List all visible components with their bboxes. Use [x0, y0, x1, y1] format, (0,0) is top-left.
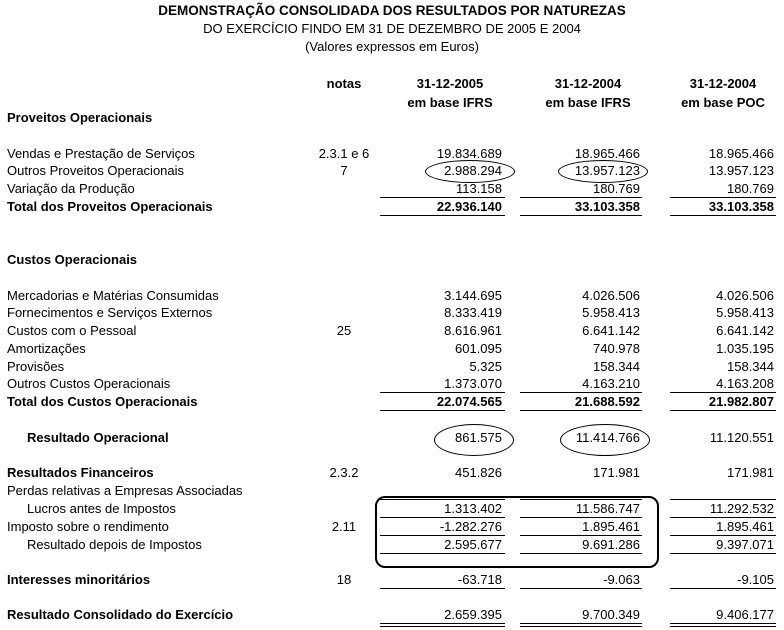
row-label: Custos Operacionais [7, 252, 138, 267]
col-header-basis: em base IFRS [545, 95, 631, 110]
cell-2005-ifrs: -1.282.276 [439, 519, 502, 534]
section-header-custos [0, 251, 784, 268]
cell-2005-ifrs: 5.325 [469, 359, 502, 374]
table-row [0, 180, 784, 197]
subtotal-rule [380, 197, 505, 198]
annotation-oval [558, 160, 648, 183]
row-label: Resultado Operacional [27, 430, 169, 445]
cell-2004-poc: 21.982.807 [708, 394, 774, 409]
row-label: Interesses minoritários [7, 572, 151, 587]
table-row [0, 571, 784, 588]
cell-2005-ifrs: 19.834.689 [436, 146, 502, 161]
total-rule [380, 215, 505, 216]
cell-2004-poc: 1.035.195 [716, 341, 774, 356]
cell-2004-poc: 18.965.466 [708, 146, 774, 161]
subtotal-rule [670, 517, 776, 518]
cell-2004-ifrs: 13.957.123 [574, 163, 640, 178]
subtotal-rule [380, 392, 505, 393]
grand-total-row [0, 606, 784, 623]
subtotal-rule [520, 588, 642, 589]
row-label: Resultados Financeiros [7, 465, 154, 480]
double-rule [380, 626, 505, 627]
cell-2004-ifrs: 6.641.142 [582, 323, 640, 338]
cell-2004-ifrs: 740.978 [593, 341, 640, 356]
cell-2004-ifrs: 4.163.210 [582, 376, 640, 391]
cell-2005-ifrs: 8.333.419 [444, 305, 502, 320]
cell-2005-ifrs: 2.659.395 [444, 607, 502, 622]
row-label: Imposto sobre o rendimento [7, 519, 169, 534]
cell-2005-ifrs: 113.158 [455, 181, 502, 196]
report-subtitle: DO EXERCÍCIO FINDO EM 31 DE DEZEMBRO DE 2005 E 2004 [203, 21, 581, 36]
total-rule [670, 215, 776, 216]
cell-2004-poc: 4.163.208 [716, 376, 774, 391]
total-rule [670, 410, 776, 411]
subtotal-rule [670, 535, 776, 536]
cell-2005-ifrs: 861.575 [455, 430, 502, 445]
cell-2004-poc: -9.105 [737, 572, 774, 587]
cell-2005-ifrs: 1.373.070 [444, 376, 502, 391]
cell-2004-poc: 33.103.358 [708, 199, 774, 214]
annotation-oval [434, 424, 514, 456]
row-label: Outros Proveitos Operacionais [7, 163, 185, 178]
row-notas: 2.11 [331, 519, 357, 534]
cell-2005-ifrs: 2.988.294 [444, 163, 502, 178]
subtotal-rule [520, 392, 642, 393]
row-label: Total dos Proveitos Operacionais [7, 199, 213, 214]
row-label: Variação da Produção [7, 181, 135, 196]
cell-2004-poc: 4.026.506 [716, 288, 774, 303]
cell-2004-ifrs: 21.688.592 [574, 394, 640, 409]
cell-2004-ifrs: 11.586.747 [575, 501, 640, 516]
cell-2004-poc: 158.344 [727, 359, 774, 374]
cell-2004-poc: 180.769 [727, 181, 774, 196]
row-label: Amortizações [7, 341, 86, 356]
row-label: Fornecimentos e Serviços Externos [7, 305, 213, 320]
cell-2004-poc: 5.958.413 [716, 305, 774, 320]
cell-2005-ifrs: 3.144.695 [444, 288, 502, 303]
cell-2005-ifrs: 601.095 [455, 341, 502, 356]
cell-2004-poc: 171.981 [727, 465, 774, 480]
double-rule [380, 623, 505, 624]
row-label: Custos com o Pessoal [7, 323, 137, 338]
cell-2004-poc: 11.120.551 [709, 430, 774, 445]
cell-2005-ifrs: 8.616.961 [444, 323, 502, 338]
cell-2005-ifrs: 1.313.402 [444, 501, 502, 516]
cell-2004-ifrs: 11.414.766 [575, 430, 640, 445]
double-rule [520, 623, 642, 624]
table-row [0, 375, 784, 392]
col-header-basis: em base POC [681, 95, 765, 110]
cell-2004-poc: 6.641.142 [716, 323, 774, 338]
section-header-proveitos [0, 109, 784, 126]
cell-2004-ifrs: 33.103.358 [574, 199, 640, 214]
total-rule [520, 215, 642, 216]
row-label: Mercadorias e Matérias Consumidas [7, 288, 219, 303]
cell-2005-ifrs: 2.595.677 [444, 537, 502, 552]
col-header-basis: em base IFRS [407, 95, 493, 110]
cell-2004-ifrs: 4.026.506 [582, 288, 640, 303]
annotation-box [375, 496, 659, 568]
double-rule [670, 626, 776, 627]
subtotal-rule [670, 197, 776, 198]
cell-2004-ifrs: 171.981 [593, 465, 640, 480]
cell-2005-ifrs: -63.718 [457, 572, 502, 587]
cell-2004-ifrs: 1.895.461 [582, 519, 640, 534]
total-row [0, 198, 784, 215]
report-units: (Valores expressos em Euros) [305, 39, 479, 54]
table-row [0, 304, 784, 321]
report-title: DEMONSTRAÇÃO CONSOLIDADA DOS RESULTADOS POR NATUREZAS [158, 3, 626, 18]
total-row [0, 393, 784, 410]
table-row [0, 145, 784, 162]
subtotal-rule [380, 588, 505, 589]
table-row [0, 358, 784, 375]
row-label: Outros Custos Operacionais [7, 376, 171, 391]
row-notas: 7 [340, 163, 348, 178]
cell-2004-ifrs: 9.700.349 [582, 607, 640, 622]
subtotal-rule [670, 392, 776, 393]
row-label: Perdas relativas a Empresas Associadas [7, 483, 243, 498]
col-header-2004-ifrs [533, 74, 643, 112]
annotation-oval [560, 424, 650, 456]
col-header-2004-poc [668, 74, 778, 112]
row-label: Lucros antes de Impostos [27, 501, 176, 516]
row-notas: 2.3.1 e 6 [318, 146, 370, 161]
cell-2005-ifrs: 451.826 [455, 465, 502, 480]
cell-2004-ifrs: 18.965.466 [574, 146, 640, 161]
cell-2004-ifrs: -9.063 [603, 572, 640, 587]
double-rule [520, 626, 642, 627]
cell-2004-poc: 1.895.461 [716, 519, 774, 534]
table-row [0, 162, 784, 179]
row-notas: 25 [336, 323, 352, 338]
total-rule [380, 410, 505, 411]
col-header-notas: notas [326, 76, 362, 91]
row-label: Resultado depois de Impostos [27, 537, 202, 552]
annotation-oval [425, 160, 515, 183]
row-notas: 2.3.2 [329, 465, 359, 480]
total-rule [520, 410, 642, 411]
cell-2004-poc: 9.406.177 [716, 607, 774, 622]
subtotal-rule [520, 197, 642, 198]
row-notas: 18 [336, 572, 352, 587]
subtotal-rule [670, 553, 776, 554]
operating-result-row [0, 429, 784, 446]
cell-2005-ifrs: 22.936.140 [436, 199, 502, 214]
table-row [0, 464, 784, 481]
table-row [0, 340, 784, 357]
table-row [0, 322, 784, 339]
subtotal-rule [670, 588, 776, 589]
cell-2004-ifrs: 180.769 [593, 181, 640, 196]
cell-2004-ifrs: 5.958.413 [582, 305, 640, 320]
double-rule [670, 623, 776, 624]
cell-2004-ifrs: 158.344 [593, 359, 640, 374]
cell-2004-poc: 9.397.071 [716, 537, 774, 552]
row-label: Provisões [7, 359, 65, 374]
cell-2004-poc: 11.292.532 [709, 501, 774, 516]
row-label: Vendas e Prestação de Serviços [7, 146, 195, 161]
row-label: Total dos Custos Operacionais [7, 394, 198, 409]
col-header-date: 31-12-2004 [689, 76, 757, 91]
row-label: Proveitos Operacionais [7, 110, 153, 125]
cell-2005-ifrs: 22.074.565 [436, 394, 502, 409]
subtotal-rule [670, 499, 776, 500]
col-header-date: 31-12-2004 [554, 76, 622, 91]
col-header-date: 31-12-2005 [416, 76, 484, 91]
table-row [0, 287, 784, 304]
col-header-2005-ifrs [395, 74, 505, 112]
cell-2004-poc: 13.957.123 [708, 163, 774, 178]
cell-2004-ifrs: 9.691.286 [582, 537, 640, 552]
row-label: Resultado Consolidado do Exercício [7, 607, 234, 622]
